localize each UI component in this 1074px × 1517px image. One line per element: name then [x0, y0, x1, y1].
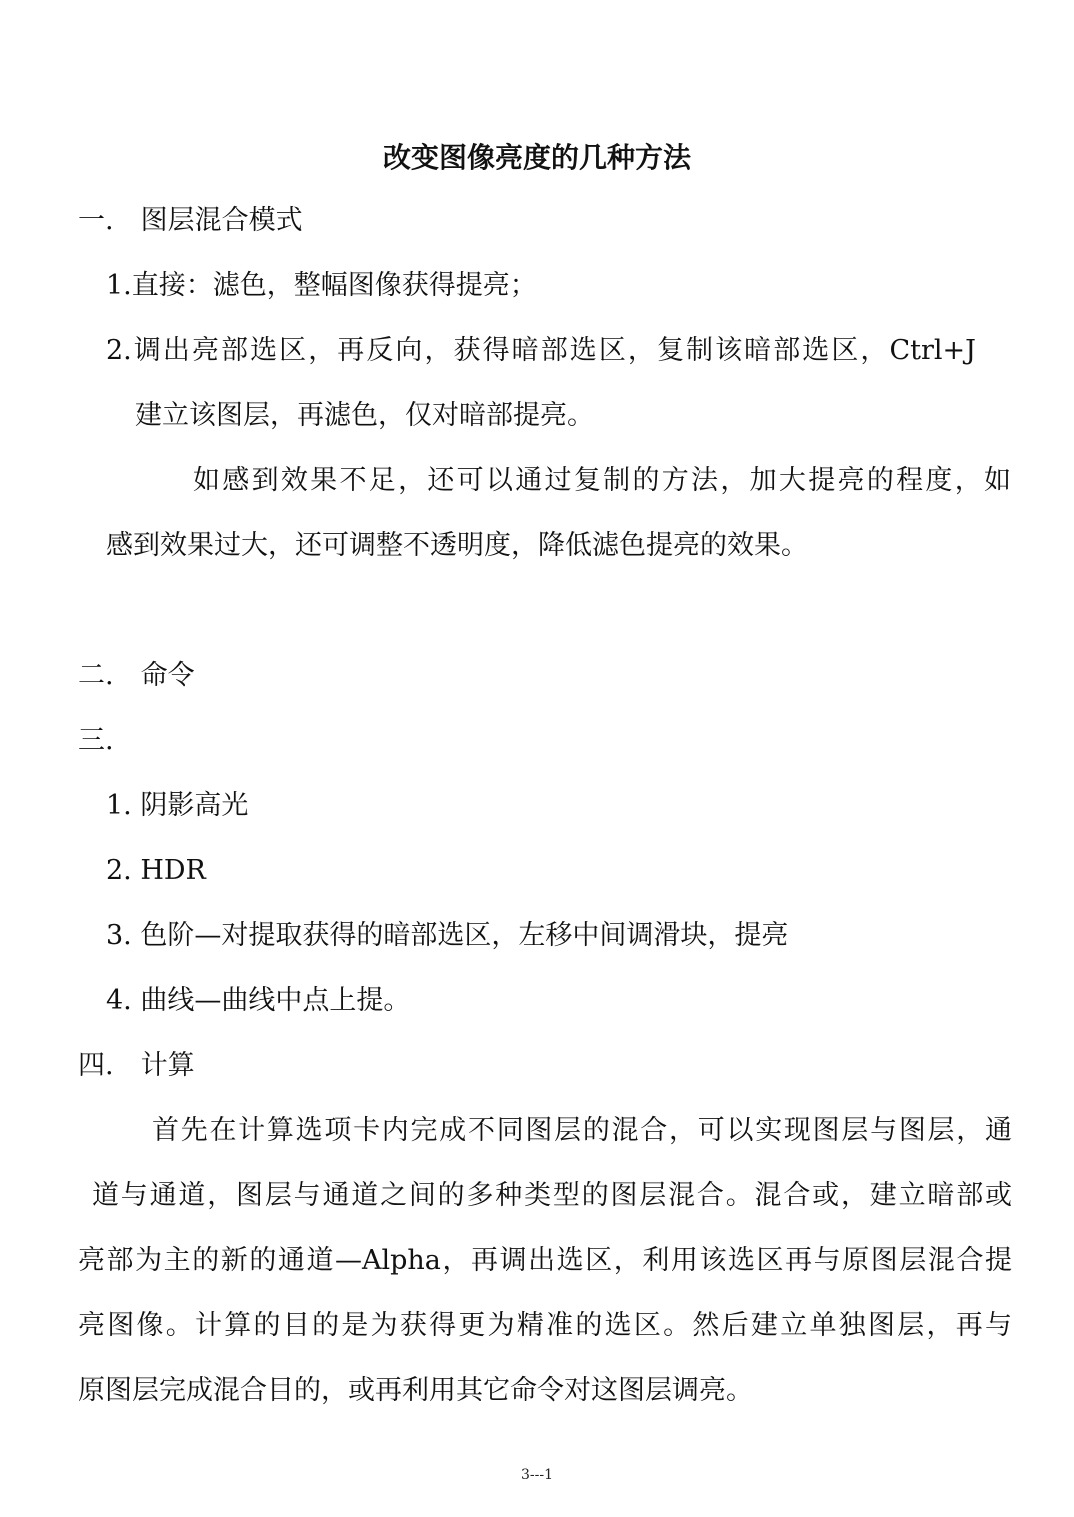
section-1-item-2-line-2: 建立该图层，再滤色，仅对暗部提亮。 [135, 400, 594, 431]
section-1-paragraph-line-2: 感到效果过大，还可调整不透明度，降低滤色提亮的效果。 [106, 530, 808, 561]
section-3-item-3: 3. 色阶—对提取获得的暗部选区，左移中间调滑块，提亮 [106, 920, 789, 951]
section-4-paragraph-line-1: 首先在计算选项卡内完成不同图层的混合，可以实现图层与图层，通 [152, 1115, 1012, 1146]
section-3-heading: 三. [78, 725, 114, 756]
section-1-item-2-line-1: 2.调出亮部选区，再反向，获得暗部选区，复制该暗部选区，Ctrl+J [106, 335, 976, 366]
section-1-heading: 一. 图层混合模式 [78, 205, 303, 236]
section-1-item-1: 1.直接：滤色，整幅图像获得提亮； [106, 270, 537, 301]
document-title: 改变图像亮度的几种方法 [382, 141, 691, 174]
section-4-paragraph-line-2: 道与通道，图层与通道之间的多种类型的图层混合。混合或，建立暗部或 [92, 1180, 1012, 1211]
section-3-item-1: 1. 阴影高光 [106, 790, 249, 821]
section-3-item-2: 2. HDR [106, 855, 206, 886]
section-2-heading: 二. 命令 [78, 660, 195, 691]
section-3-item-4: 4. 曲线—曲线中点上提。 [106, 985, 411, 1016]
section-4-heading: 四. 计算 [78, 1050, 195, 1081]
page-number: 3---1 [520, 1467, 553, 1483]
section-4-paragraph-line-4: 亮图像。计算的目的是为获得更为精准的选区。然后建立单独图层，再与 [78, 1310, 1012, 1341]
section-1-paragraph-line-1: 如感到效果不足，还可以通过复制的方法，加大提亮的程度，如 [193, 465, 1011, 496]
section-4-paragraph-line-5: 原图层完成混合目的，或再利用其它命令对这图层调亮。 [78, 1375, 753, 1406]
section-4-paragraph-line-3: 亮部为主的新的通道—Alpha，再调出选区，利用该选区再与原图层混合提 [78, 1245, 1012, 1276]
